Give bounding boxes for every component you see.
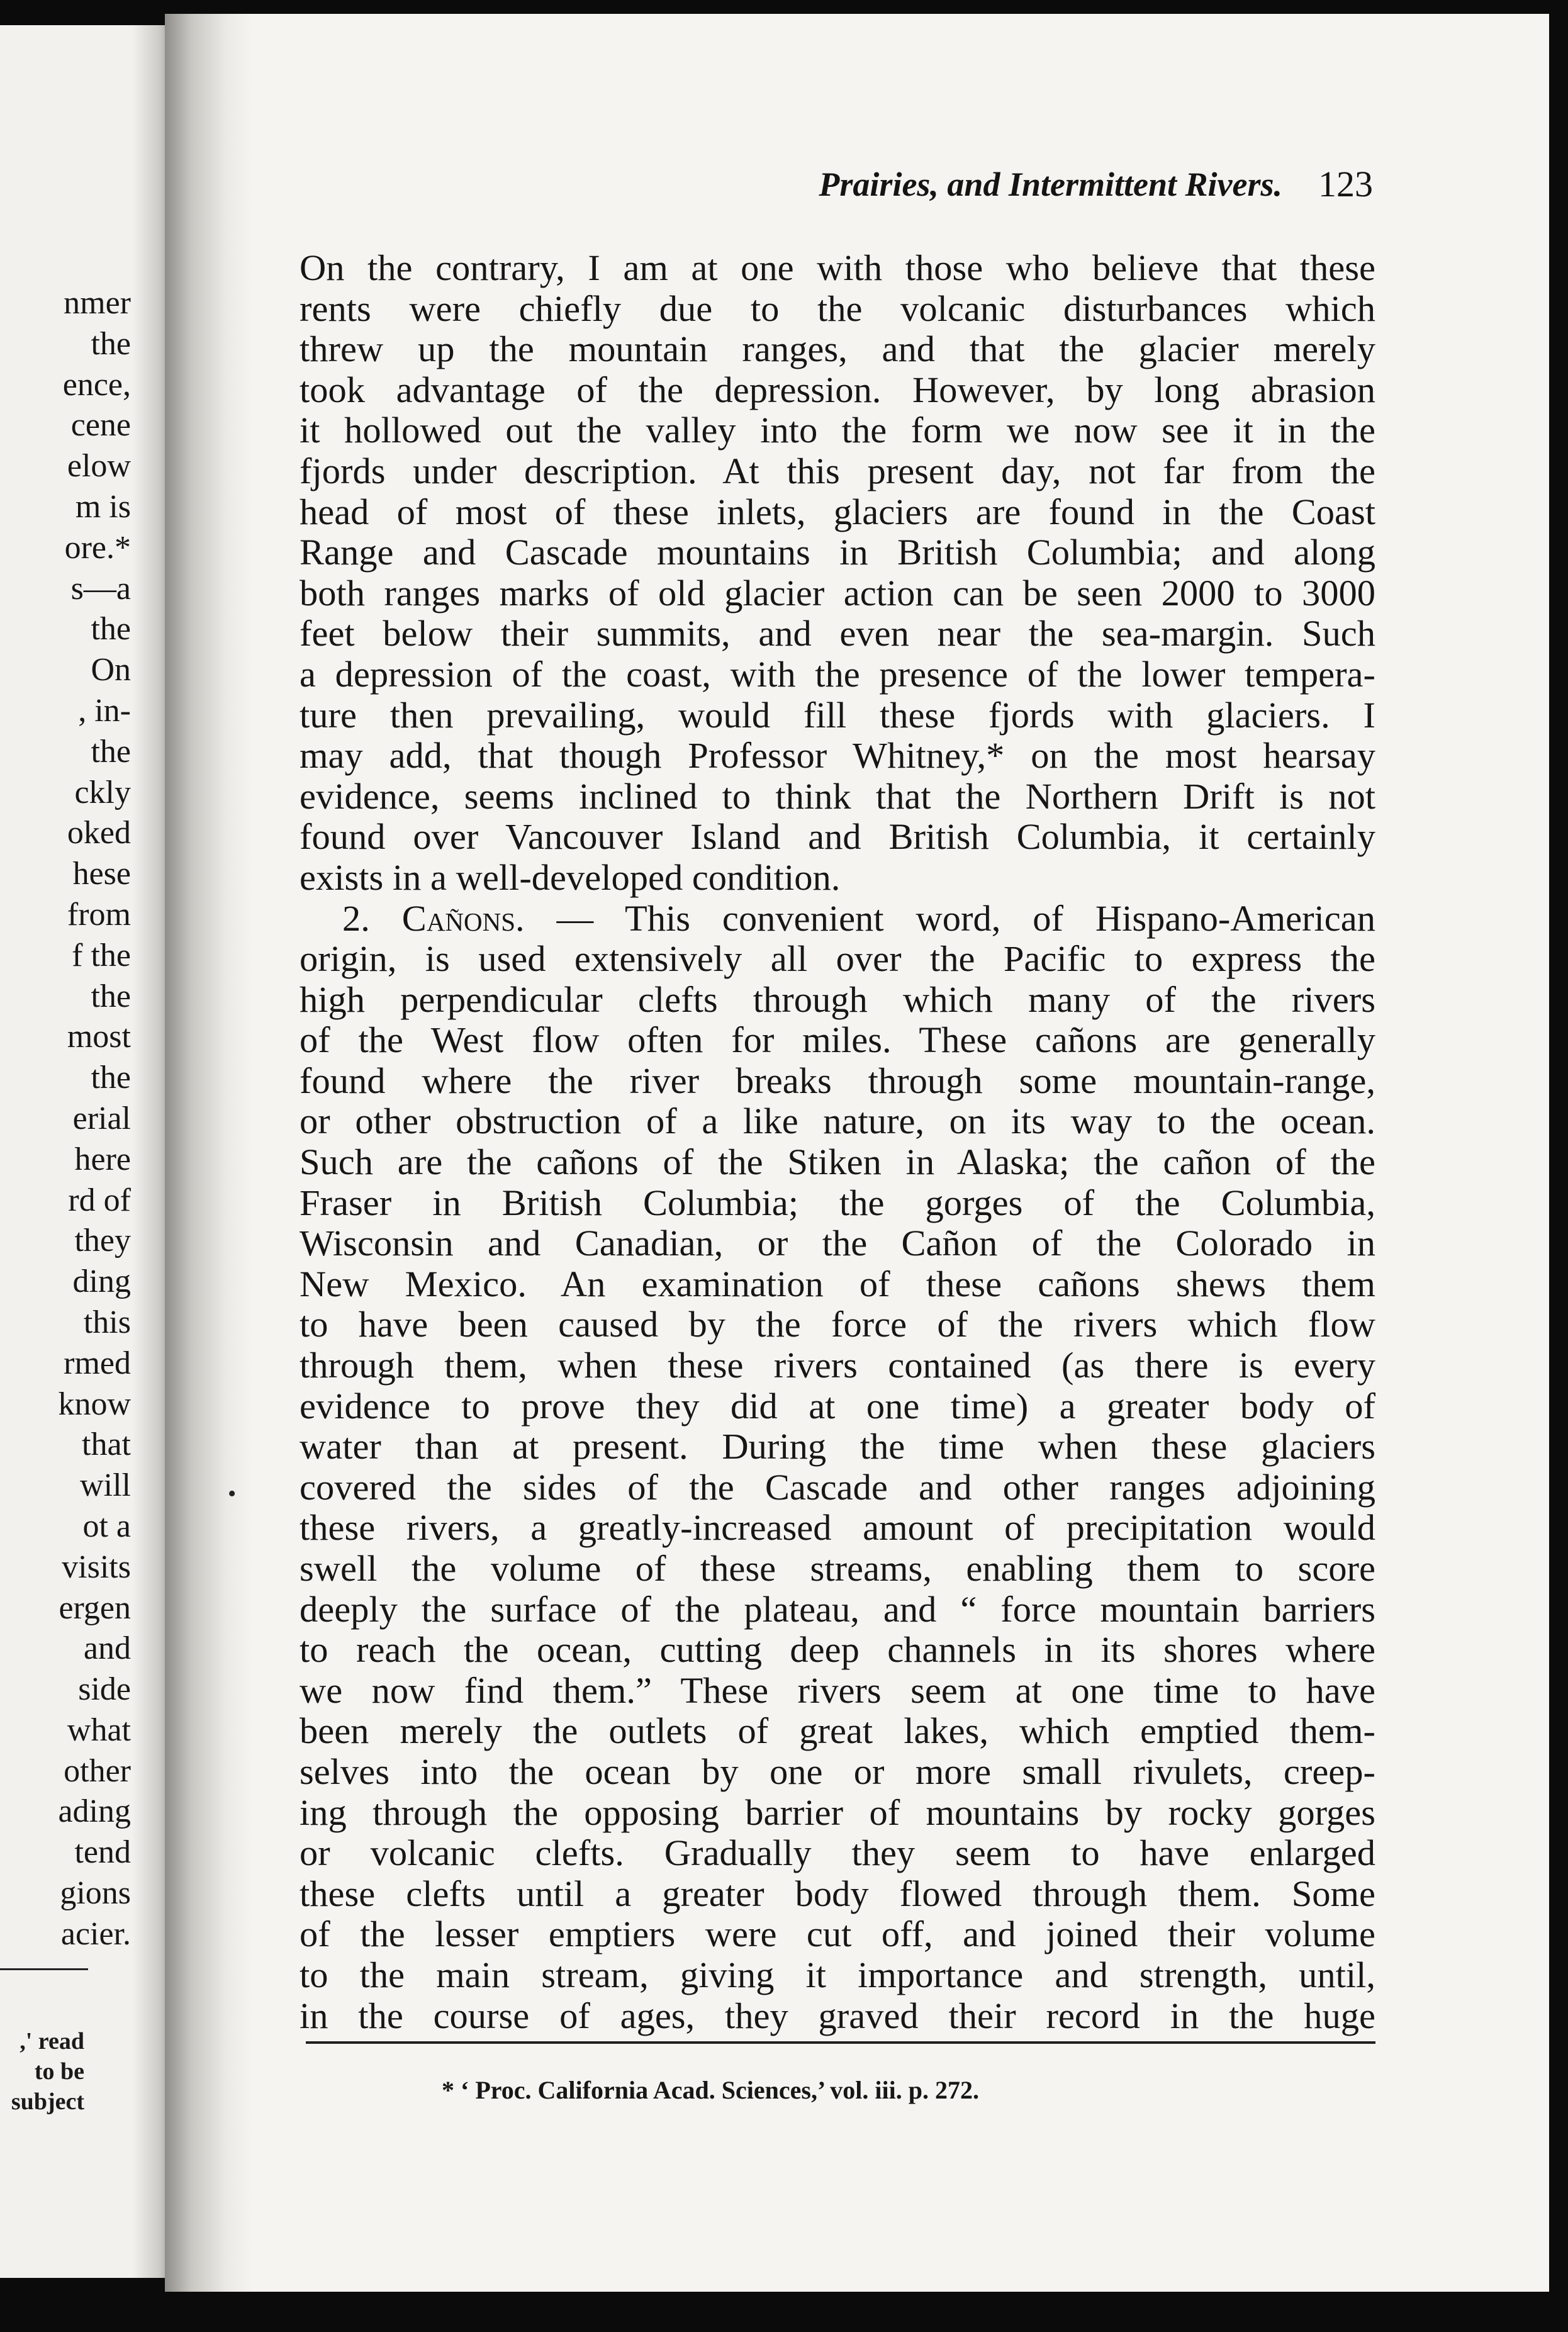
text-line: or other obstruction of a like nature, on its way to the ocean. xyxy=(300,1101,1375,1142)
previous-page-line: ore.* xyxy=(64,529,131,566)
previous-page-line: m is xyxy=(75,488,131,525)
previous-page-line: what xyxy=(67,1712,131,1748)
text-line: Such are the cañons of the Stiken in Alaska; the cañon of the xyxy=(300,1142,1375,1183)
previous-page-footnote-line: to be xyxy=(34,2058,84,2085)
previous-page-line: they xyxy=(74,1223,131,1259)
previous-page-line: nmer xyxy=(64,285,131,321)
text-line: selves into the ocean by one or more small rivulets, creep- xyxy=(300,1751,1375,1792)
previous-page-footnote-line: ,' read xyxy=(20,2028,84,2055)
previous-page-line: ence, xyxy=(62,366,131,403)
previous-page-line: the xyxy=(91,1060,131,1096)
previous-page-line: ckly xyxy=(74,774,131,810)
previous-page-line: On xyxy=(91,652,131,688)
previous-page-line: that xyxy=(82,1427,131,1463)
previous-page-line: erial xyxy=(72,1100,131,1136)
text-line: took advantage of the depression. However, by long abrasion xyxy=(300,369,1375,410)
previous-page-line: visits xyxy=(62,1549,131,1585)
previous-page-line: rd of xyxy=(68,1182,131,1218)
left-gutter-shadow xyxy=(132,25,170,2278)
text-line: it hollowed out the valley into the form we now see it in the xyxy=(300,410,1375,451)
previous-page-line: most xyxy=(67,1019,131,1055)
section-first-line-text: — This convenient word, of Hispano-American xyxy=(524,898,1375,939)
section-heading-line xyxy=(300,899,1375,939)
previous-page-line: s—a xyxy=(70,570,131,607)
previous-page-line: rmed xyxy=(64,1345,131,1381)
text-line: exists in a well-developed condition. xyxy=(300,857,841,898)
previous-page-footnote-line: subject xyxy=(11,2088,84,2115)
footnote-rule xyxy=(306,2041,1375,2044)
page-number: 123 xyxy=(1318,164,1373,205)
text-line: New Mexico. An examination of these cañons shews them xyxy=(300,1264,1375,1304)
text-line: head of most of these inlets, glaciers are found in the Coast xyxy=(300,491,1375,532)
text-line: may add, that though Professor Whitney,* on the most hearsay xyxy=(300,736,1375,776)
text-line: On the contrary, I am at one with those who believe that these xyxy=(300,248,1375,288)
text-line: both ranges marks of old glacier action can be seen 2000 to 3000 xyxy=(300,573,1375,614)
text-line: found where the river breaks through some mountain-range, xyxy=(300,1060,1375,1101)
text-line: covered the sides of the Cascade and other ranges adjoining xyxy=(300,1467,1375,1508)
previous-page-line: acier. xyxy=(60,1915,131,1952)
previous-page-line: know xyxy=(58,1386,131,1422)
text-line: Wisconsin and Canadian, or the Cañon of the Colorado in xyxy=(300,1223,1375,1264)
text-line: swell the volume of these streams, enabling them to score xyxy=(300,1549,1375,1589)
previous-page-line: cene xyxy=(70,407,131,444)
previous-page-line: ading xyxy=(58,1793,131,1830)
text-line: threw up the mountain ranges, and that the glacier merely xyxy=(300,329,1375,370)
previous-page-line: the xyxy=(91,733,131,770)
text-line: been merely the outlets of great lakes, which emptied them- xyxy=(300,1711,1375,1752)
previous-page-line: other xyxy=(64,1752,131,1789)
previous-page-line: will xyxy=(80,1467,131,1504)
text-line: origin, is used extensively all over the Pacific to express the xyxy=(300,939,1375,980)
previous-page-footnote-fragments xyxy=(11,2026,84,2117)
margin-mark: • xyxy=(228,1481,237,1507)
text-line: of the West flow often for miles. These cañons are generally xyxy=(300,1020,1375,1061)
previous-page-line: the xyxy=(91,611,131,647)
text-line: ture then prevailing, would fill these fjords with glaciers. I xyxy=(300,695,1375,736)
running-head-title: Prairies, and Intermittent Rivers. xyxy=(819,165,1282,203)
previous-page-line: f the xyxy=(72,937,131,973)
text-line: fjords under description. At this present day, not far from the xyxy=(300,451,1375,491)
text-line: Fraser in British Columbia; the gorges of the Columbia, xyxy=(300,1182,1375,1223)
previous-page-line: the xyxy=(91,325,131,362)
text-line: high perpendicular clefts through which many of the rivers xyxy=(300,979,1375,1020)
text-line: in the course of ages, they graved their record in the huge xyxy=(300,1995,1375,2036)
previous-page-line: and xyxy=(83,1630,131,1667)
text-line: to have been caused by the force of the rivers which flow xyxy=(300,1304,1375,1345)
text-line: we now find them.” These rivers seem at one time to have xyxy=(300,1670,1375,1711)
previous-page-line: elow xyxy=(67,448,131,485)
text-line: water than at present. During the time when these glaciers xyxy=(300,1427,1375,1467)
text-line: or volcanic clefts. Gradually they seem to have enlarged xyxy=(300,1833,1375,1874)
section-heading: Cañons. xyxy=(401,898,525,939)
previous-page-line: here xyxy=(74,1141,131,1177)
previous-page-footnote-rule xyxy=(0,1968,88,1970)
page-gutter-shadow xyxy=(165,14,253,2292)
text-line: to the main stream, giving it importance and strength, until, xyxy=(300,1954,1375,1995)
previous-page-line: oked xyxy=(67,815,131,851)
previous-page-edge xyxy=(0,25,170,2278)
text-line: evidence, seems inclined to think that the Northern Drift is not xyxy=(300,776,1375,817)
previous-page-line: the xyxy=(91,978,131,1014)
text-line: to reach the ocean, cutting deep channels in its shores where xyxy=(300,1630,1375,1671)
body-text xyxy=(300,248,1375,2036)
previous-page-line: from xyxy=(67,896,131,933)
text-line: feet below their summits, and even near the sea-margin. Such xyxy=(300,614,1375,654)
book-page xyxy=(165,14,1549,2292)
text-line: these clefts until a greater body flowed through them. Some xyxy=(300,1873,1375,1914)
previous-page-line: , in- xyxy=(78,692,131,729)
previous-page-line: hese xyxy=(72,856,131,892)
text-line: deeply the surface of the plateau, and “ force mountain barriers xyxy=(300,1589,1375,1630)
text-line: ing through the opposing barrier of mountains by rocky gorges xyxy=(300,1792,1375,1833)
text-line: Range and Cascade mountains in British Columbia; and along xyxy=(300,532,1375,573)
previous-page-line: gions xyxy=(60,1875,131,1912)
previous-page-line: ot a xyxy=(82,1508,131,1544)
previous-page-line: ergen xyxy=(59,1589,131,1626)
previous-page-line: side xyxy=(78,1671,131,1708)
text-line: of the lesser emptiers were cut off, and joined their volume xyxy=(300,1914,1375,1955)
text-line: a depression of the coast, with the presence of the lower tempera- xyxy=(300,654,1375,695)
text-line: through them, when these rivers contained (as there is every xyxy=(300,1345,1375,1386)
text-line: these rivers, a greatly-increased amount of precipitation would xyxy=(300,1508,1375,1549)
previous-page-line: tend xyxy=(74,1834,131,1871)
text-line: rents were chiefly due to the volcanic disturbances which xyxy=(300,288,1375,329)
text-line: evidence to prove they did at one time) a greater body of xyxy=(300,1386,1375,1427)
previous-page-text-fragments xyxy=(58,283,131,1955)
previous-page-line: ding xyxy=(72,1264,131,1300)
footnote: * ‘ Proc. California Acad. Sciences,’ vol. iii. p. 272. xyxy=(442,2076,980,2104)
text-line: found over Vancouver Island and British Columbia, it certainly xyxy=(300,817,1375,858)
section-number: 2. xyxy=(342,898,402,939)
previous-page-line: this xyxy=(83,1304,131,1340)
